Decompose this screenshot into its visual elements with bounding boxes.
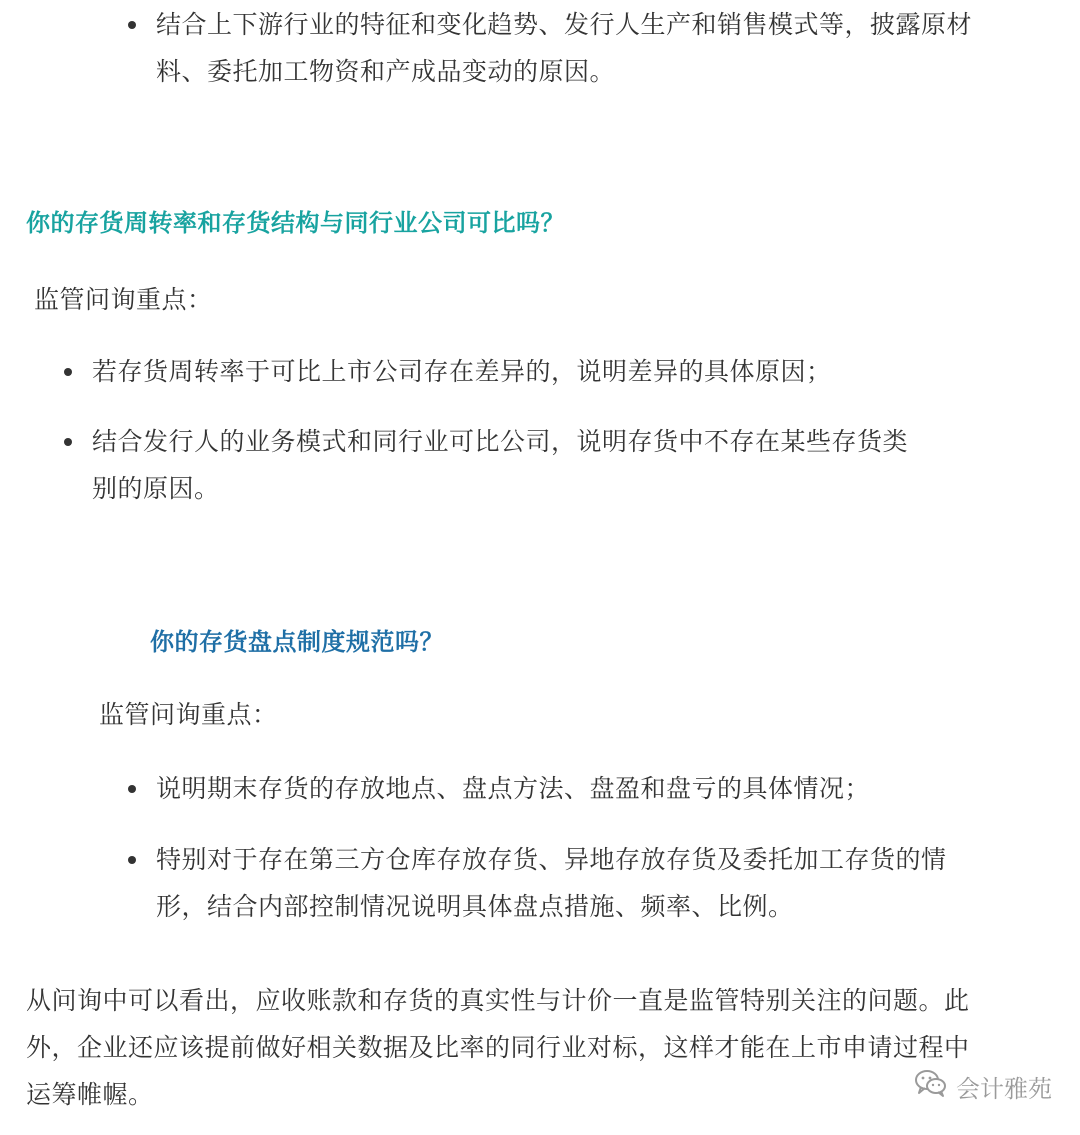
watermark bbox=[914, 1066, 1052, 1106]
bullet-icon bbox=[64, 438, 72, 446]
bullet-icon bbox=[128, 856, 136, 864]
list-item-line: 特别对于存在第三方仓库存放存货、异地存放存货及委托加工存货的情 bbox=[156, 845, 947, 874]
list-item-line: 形，结合内部控制情况说明具体盘点措施、频率、比例。 bbox=[156, 892, 794, 921]
list-item-line: 料、委托加工物资和产成品变动的原因。 bbox=[156, 57, 616, 86]
section-heading-inventory-count: 你的存货盘点制度规范吗？ bbox=[150, 628, 444, 656]
watermark-text: 会计雅苑 bbox=[956, 1074, 1052, 1103]
section-intro: 监管问询重点： bbox=[99, 700, 278, 729]
list-item-line: 别的原因。 bbox=[92, 474, 220, 503]
paragraph-line: 从问询中可以看出，应收账款和存货的真实性与计价一直是监管特别关注的问题。此 bbox=[26, 986, 970, 1015]
bullet-icon bbox=[64, 368, 72, 376]
section-intro: 监管问询重点： bbox=[34, 285, 213, 314]
list-item-line: 结合上下游行业的特征和变化趋势、发行人生产和销售模式等，披露原材 bbox=[156, 10, 973, 39]
paragraph-line: 外，企业还应该提前做好相关数据及比率的同行业对标，这样才能在上市申请过程中 bbox=[26, 1033, 970, 1062]
section-heading-inventory-turnover: 你的存货周转率和存货结构与同行业公司可比吗？ bbox=[26, 209, 565, 237]
wechat-icon bbox=[914, 1068, 948, 1104]
paragraph-line: 运筹帷幄。 bbox=[26, 1080, 154, 1109]
list-item-line: 说明期末存货的存放地点、盘点方法、盘盈和盘亏的具体情况； bbox=[156, 774, 871, 803]
bullet-icon bbox=[128, 785, 136, 793]
list-item-line: 若存货周转率于可比上市公司存在差异的，说明差异的具体原因； bbox=[92, 357, 832, 386]
list-item-line: 结合发行人的业务模式和同行业可比公司，说明存货中不存在某些存货类 bbox=[92, 427, 909, 456]
bullet-icon bbox=[128, 21, 136, 29]
